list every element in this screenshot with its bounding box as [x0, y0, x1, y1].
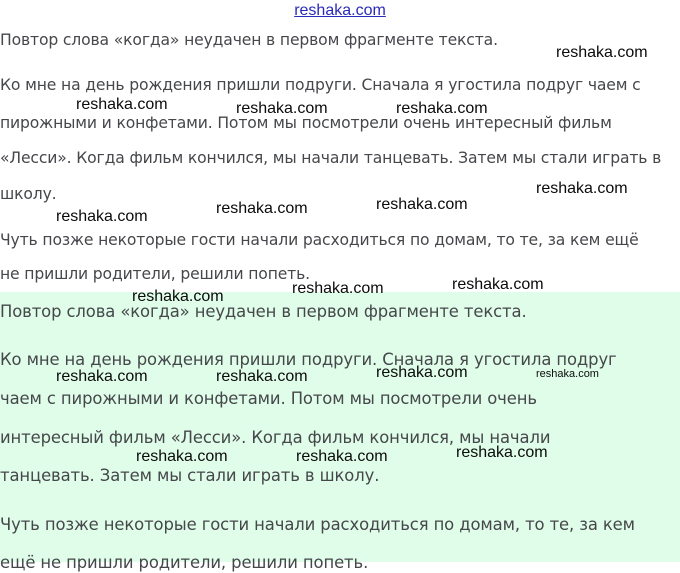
watermark: reshaka.com — [236, 100, 328, 117]
text-line: Ко мне на день рождения пришли подруги. Сначала я угостила подруг чаем с — [0, 76, 641, 94]
text-line: не пришли родители, решили попеть. — [0, 265, 310, 283]
text-line: чаем с пирожными и конфетами. Потом мы посмотрели очень — [0, 389, 537, 408]
text-line: интересный фильм «Лесси». Когда фильм кончился, мы начали — [0, 428, 551, 447]
watermark: reshaka.com — [376, 364, 468, 381]
watermark: reshaka.com — [76, 96, 168, 113]
site-link[interactable]: reshaka.com — [294, 2, 386, 19]
watermark: reshaka.com — [56, 368, 148, 385]
text-line: «Лесси». Когда фильм кончился, мы начали танцевать. Затем мы стали играть в — [0, 149, 662, 167]
text-line: Ко мне на день рождения пришли подруги. Сначала я угостила подруг — [0, 350, 617, 369]
watermark: reshaka.com — [136, 448, 228, 465]
watermark: reshaka.com — [536, 180, 628, 197]
watermark: reshaka.com — [56, 208, 148, 225]
watermark: reshaka.com — [536, 368, 599, 380]
text-line: пирожными и конфетами. Потом мы посмотрели очень интересный фильм — [0, 114, 612, 132]
watermark: reshaka.com — [396, 100, 488, 117]
fragment-highlighted — [0, 292, 680, 572]
watermark: reshaka.com — [452, 276, 544, 293]
text-line: ещё не пришли родители, решили попеть. — [0, 553, 369, 572]
watermark: reshaka.com — [216, 200, 308, 217]
watermark: reshaka.com — [132, 288, 224, 305]
watermark: reshaka.com — [556, 44, 648, 61]
text-line: Чуть позже некоторые гости начали расходиться по домам, то те, за кем — [0, 515, 635, 534]
text-line: Чуть позже некоторые гости начали расходиться по домам, то те, за кем ещё — [0, 231, 639, 249]
watermark: reshaka.com — [376, 196, 468, 213]
text-line: школу. — [0, 185, 57, 203]
site-header — [0, 0, 680, 22]
text-line: Повтор слова «когда» неудачен в первом фрагменте текста. — [0, 302, 527, 321]
watermark: reshaka.com — [216, 368, 308, 385]
watermark: reshaka.com — [456, 444, 548, 461]
watermark: reshaka.com — [296, 448, 388, 465]
watermark: reshaka.com — [292, 280, 384, 297]
text-line: танцевать. Затем мы стали играть в школу. — [0, 466, 380, 485]
text-line: Повтор слова «когда» неудачен в первом фрагменте текста. — [0, 31, 498, 49]
